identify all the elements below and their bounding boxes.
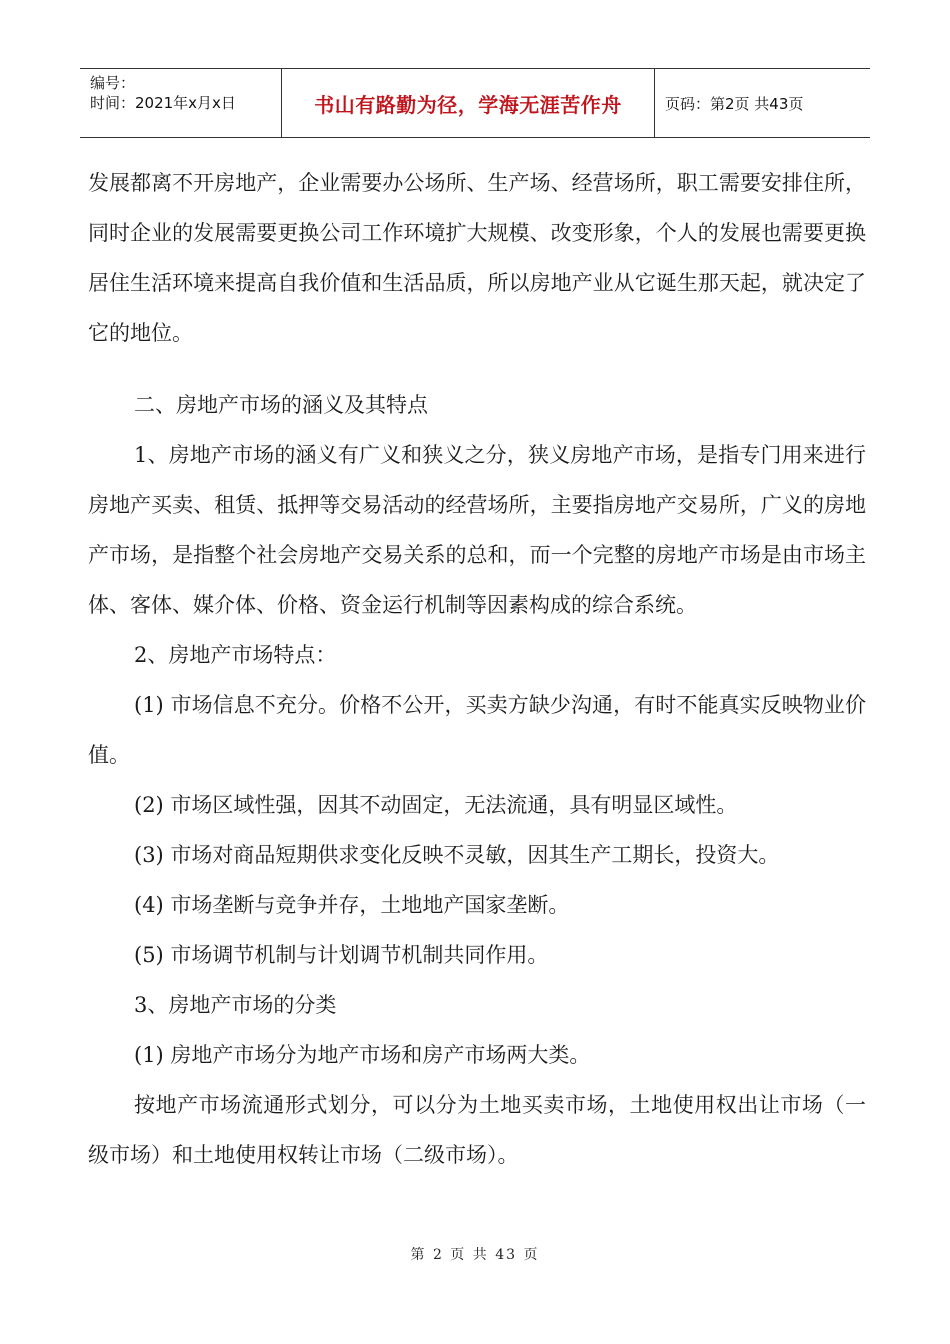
page-header <box>80 68 870 138</box>
list-item-feature-2: (2) 市场区域性强，因其不动固定，无法流通，具有明显区域性。 <box>134 793 738 817</box>
paragraph-land-market: 按地产市场流通形式划分，可以分为土地买卖市场，土地使用权出让市场（一级市场）和土地使用权转让市场（二级市场）。 <box>88 1093 866 1167</box>
header-motto: 书山有路勤为径，学海无涯苦作舟 <box>282 69 655 137</box>
page-footer: 第 2 页 共 43 页 <box>410 1247 540 1263</box>
section-heading: 二、房地产市场的涵义及其特点 <box>134 393 428 417</box>
subheading-features: 2、房地产市场特点： <box>134 643 337 667</box>
list-item-feature-3: (3) 市场对商品短期供求变化反映不灵敏，因其生产工期长，投资大。 <box>134 843 780 867</box>
list-item-feature-1: (1) 市场信息不充分。价格不公开，买卖方缺少沟通，有时不能真实反映物业价值。 <box>88 693 866 767</box>
document-number-label: 编号： <box>90 74 136 92</box>
subheading-classification: 3、房地产市场的分类 <box>134 993 337 1017</box>
header-meta <box>80 69 282 137</box>
document-body <box>88 158 866 1180</box>
header-page-info: 页码：第2页 共43页 <box>665 94 804 113</box>
document-time-label: 时间：2021年x月x日 <box>90 94 236 112</box>
paragraph-definition: 1、房地产市场的涵义有广义和狭义之分，狭义房地产市场，是指专门用来进行房地产买卖、租赁、抵押等交易活动的经营场所，主要指房地产交易所，广义的房地产市场，是指整个社会房地产交易关系的总和，而一个完整的房地产市场是由市场主体、客体、媒介体、价格、资金运行机制等因素构成的综合系统。 <box>88 443 866 617</box>
list-item-feature-5: (5) 市场调节机制与计划调节机制共同作用。 <box>134 943 549 967</box>
paragraph-continuation: 发展都离不开房地产，企业需要办公场所、生产场、经营场所，职工需要安排住所，同时企业的发展需要更换公司工作环境扩大规模、改变形象，个人的发展也需要更换居住生活环境来提高自我价值和生活品质，所以房地产业从它诞生那天起，就决定了它的地位。 <box>88 171 866 345</box>
list-item-classification-1: (1) 房地产市场分为地产市场和房产市场两大类。 <box>134 1043 591 1067</box>
list-item-feature-4: (4) 市场垄断与竞争并存，土地地产国家垄断。 <box>134 893 570 917</box>
